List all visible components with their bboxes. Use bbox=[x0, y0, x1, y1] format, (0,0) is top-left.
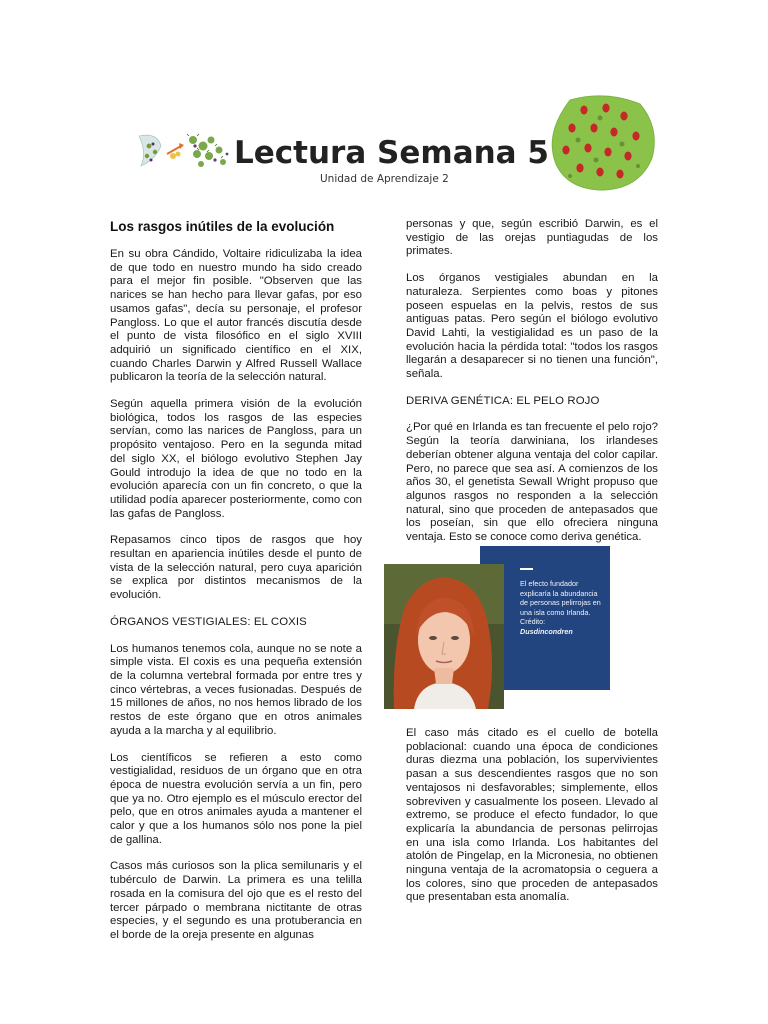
section-heading: ÓRGANOS VESTIGIALES: EL COXIS bbox=[110, 615, 307, 628]
figure bbox=[384, 546, 610, 709]
right-column bbox=[406, 218, 658, 558]
paragraph: En su obra Cándido, Voltaire ridiculizaba la idea de que todo en nuestro mundo ha sido creado para el mejor fin posible. "Observen que las narices se han hecho para llevar gafas, por eso usamos gafas", decía su personaje, el profesor Pangloss. Lo que el autor francés discutía desde el punto de vista filosófico en el siglo XVIII adquirió un significado científico en el XIX, cuando Charles Darwin y Alfred Russell Wallace publicaron la teoría de la selección natural. bbox=[110, 248, 362, 384]
paragraph: personas y que, según escribió Darwin, es el vestigio de las orejas puntiagudas de los primates. bbox=[406, 218, 658, 258]
paragraph: Los científicos se refieren a esto como vestigialidad, residuos de un órgano que en otra época de nuestra evolución servía a un fin, pero que ya no. Otro ejemplo es el músculo erector del pelo, que en otros animales ayuda a mantener el calor y que a los humanos sólo nos pone la piel de gallina. bbox=[110, 751, 362, 846]
paragraph: Los órganos vestigiales abundan en la naturaleza. Serpientes como boas y pitones poseen espuelas en la pelvis, restos de sus antiguas patas. Pero según el biólogo evolutivo David Lahti, la vestigialidad es un paso de la evolución hacia la pérdida total: "todos los rasgos llegarán a desaparecer si no tienen una función", señala. bbox=[406, 272, 658, 381]
green-cell-bugs-icon bbox=[548, 94, 658, 192]
paragraph: Repasamos cinco tipos de rasgos que hoy resultan en apariencia inútiles desde el punto de vista de la selección natural, pero cuya aparición se explica por distintos mecanismos de la evolución. bbox=[110, 534, 362, 602]
document-title: Lectura Semana 5 bbox=[234, 135, 549, 171]
caption-rule bbox=[520, 568, 533, 570]
right-column-continuation bbox=[406, 727, 658, 918]
figure-caption bbox=[520, 579, 606, 637]
paragraph: Según aquella primera visión de la evolución biológica, todos los rasgos de las especies servían, como las narices de Pangloss, para un propósito ventajoso. Pero en la segunda mitad del siglo XX, el biólogo evolutivo Stephen Jay Gould introdujo la idea de que no todo en la evolución aparecía con un fin concreto, o que la utilidad podía aparecer posteriormente, como con las gafas de Pangloss. bbox=[110, 398, 362, 520]
document-subtitle: Unidad de Aprendizaje 2 bbox=[320, 173, 449, 185]
paragraph: El caso más citado es el cuello de botella poblacional: cuando una época de condiciones duras diezma una población, los supervivientes pasan a sus descendientes rasgos que no son ventajosos ni desfavorables; simplemente, ellos sobreviven y casualmente los poseen. Llevado al extremo, se produce el efecto fundador, lo que explicaría la abundancia de personas pelirrojas en una isla como Irlanda. Los habitantes del atolón de Pingelap, en la Micronesia, no obtienen ninguna ventaja de la acromatopsia o ceguera a los colores, sino que proceden de antepasados que presentaban esta anomalía. bbox=[406, 727, 658, 904]
paragraph: ¿Por qué en Irlanda es tan frecuente el pelo rojo? Según la teoría darwiniana, los irlandeses deberían obtener alguna ventaja del color capilar. Pero, no parece que sea así. A comienzos de los años 30, el genetista Sewall Wright propuso que algunos rasgos no responden a la selección natural, sino que proceden de antepasados que los poseían, sin que ello ofreciera ninguna ventaja. Esto se conoce como deriva genética. bbox=[406, 421, 658, 544]
bacteria-evolution-icon bbox=[137, 132, 231, 172]
section-heading: DERIVA GENÉTICA: EL PELO ROJO bbox=[406, 394, 600, 407]
paragraph: Casos más curiosos son la plica semilunaris y el tubérculo de Darwin. La primera es una telilla rosada en la comisura del ojo que es el resto del tercer párpado o membrana nictitante de otras especies, y el segundo es una protuberancia en el borde de la oreja presente en algunas bbox=[110, 860, 362, 941]
caption-credit: Dusdincondren bbox=[520, 626, 573, 636]
article-title: Los rasgos inútiles de la evolución bbox=[110, 219, 335, 234]
paragraph: Los humanos tenemos cola, aunque no se note a simple vista. El coxis es una pequeña extensión de la columna vertebral formada por entre tres y cinco vértebras, a veces fusionadas. Después de 15 millones de años, no nos hemos librado de los restos de este órgano que en otros animales ayuda a la marcha y al equilibrio. bbox=[110, 642, 362, 737]
red-haired-woman-photo-icon bbox=[384, 564, 504, 709]
left-column bbox=[110, 218, 362, 956]
caption-text: El efecto fundador explicaría la abundancia de personas pelirrojas en una isla como Irlanda. Crédito: bbox=[520, 579, 601, 627]
